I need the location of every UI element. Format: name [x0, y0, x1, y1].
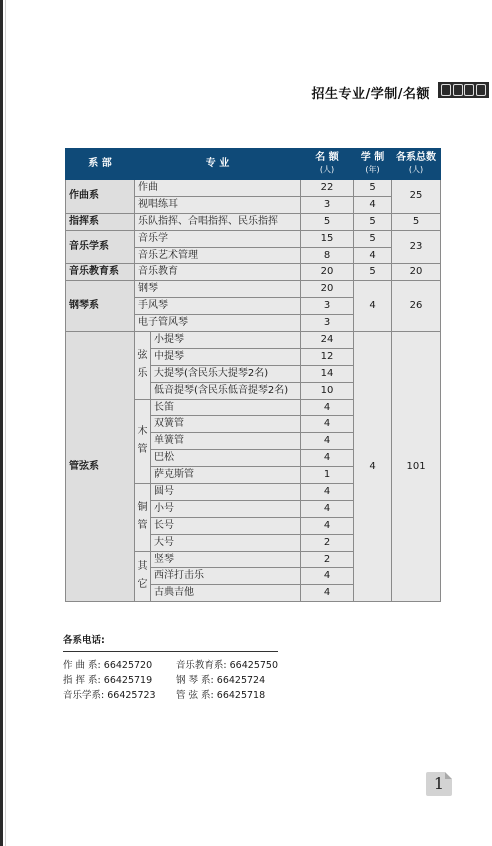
dept-cell: 钢琴系	[66, 281, 135, 332]
years-cell: 4	[354, 247, 392, 264]
total-cell: 23	[392, 230, 441, 264]
phone-entry: 钢 琴 系: 66425724	[176, 675, 266, 686]
header-dept: 系 部	[66, 149, 135, 180]
major-cell: 乐队指挥、合唱指挥、民乐指挥	[135, 213, 301, 230]
major-cell: 音乐学	[135, 230, 301, 247]
years-cell: 5	[354, 264, 392, 281]
quota-cell: 4	[301, 517, 354, 534]
phone-entry: 指 挥 系: 66425719	[63, 675, 153, 686]
major-cell: 西洋打击乐	[151, 568, 301, 585]
page-fold-icon	[445, 772, 452, 779]
total-cell: 101	[392, 332, 441, 602]
major-cell: 长号	[151, 517, 301, 534]
quota-cell: 2	[301, 551, 354, 568]
years-cell: 4	[354, 281, 392, 332]
table-row	[66, 332, 441, 349]
dept-cell: 音乐学系	[66, 230, 135, 264]
phone-entry: 管 弦 系: 66425718	[176, 690, 266, 701]
major-cell: 长笛	[151, 399, 301, 416]
phone-entry: 音乐教育系: 66425750	[175, 660, 278, 671]
total-cell: 5	[392, 213, 441, 230]
major-cell: 小提琴	[151, 332, 301, 349]
quota-cell: 10	[301, 382, 354, 399]
quota-cell: 24	[301, 332, 354, 349]
phone-row	[63, 658, 278, 673]
quota-cell: 4	[301, 500, 354, 517]
header-major: 专 业	[135, 149, 301, 180]
group-cell-strings: 弦乐	[135, 332, 151, 400]
ornament-icon	[438, 82, 489, 98]
major-cell: 圆号	[151, 484, 301, 501]
major-cell: 钢琴	[135, 281, 301, 298]
quota-cell: 4	[301, 433, 354, 450]
years-cell: 4	[354, 332, 392, 602]
table-row	[66, 281, 441, 298]
phone-row	[63, 688, 278, 703]
quota-cell: 3	[301, 196, 354, 213]
header-years: 学 制 (年)	[354, 149, 392, 180]
page-binding-edge	[0, 0, 3, 846]
years-cell: 5	[354, 213, 392, 230]
major-cell: 巴松	[151, 450, 301, 467]
table-row	[66, 230, 441, 247]
major-cell: 萨克斯管	[151, 467, 301, 484]
quota-cell: 4	[301, 585, 354, 602]
quota-cell: 3	[301, 315, 354, 332]
major-cell: 古典吉他	[151, 585, 301, 602]
major-cell: 小号	[151, 500, 301, 517]
table-row	[66, 264, 441, 281]
years-cell: 4	[354, 196, 392, 213]
major-cell: 作曲	[135, 180, 301, 197]
table-row	[66, 213, 441, 230]
dept-cell: 管弦系	[66, 332, 135, 602]
quota-cell: 4	[301, 450, 354, 467]
header-total: 各系总数 (人)	[392, 149, 441, 180]
page-number: 1	[426, 772, 452, 796]
page-binding-line	[5, 0, 6, 846]
quota-cell: 15	[301, 230, 354, 247]
quota-cell: 4	[301, 484, 354, 501]
quota-cell: 22	[301, 180, 354, 197]
total-cell: 26	[392, 281, 441, 332]
major-cell: 中提琴	[151, 348, 301, 365]
phone-entry: 作 曲 系: 66425720	[63, 660, 153, 671]
page-title: 招生专业/学制/名额	[311, 87, 430, 102]
major-cell: 视唱练耳	[135, 196, 301, 213]
total-cell: 20	[392, 264, 441, 281]
major-cell: 竖琴	[151, 551, 301, 568]
group-cell-brass: 铜管	[135, 484, 151, 552]
quota-cell: 14	[301, 365, 354, 382]
years-cell: 5	[354, 230, 392, 247]
quota-cell: 2	[301, 534, 354, 551]
group-cell-other: 其它	[135, 551, 151, 602]
quota-cell: 20	[301, 281, 354, 298]
major-cell: 单簧管	[151, 433, 301, 450]
quota-cell: 4	[301, 416, 354, 433]
dept-cell: 指挥系	[66, 213, 135, 230]
dept-cell: 作曲系	[66, 180, 135, 214]
major-cell: 大提琴(含民乐大提琴2名)	[151, 365, 301, 382]
major-cell: 音乐教育	[135, 264, 301, 281]
quota-cell: 3	[301, 298, 354, 315]
major-cell: 大号	[151, 534, 301, 551]
table-row	[66, 180, 441, 197]
phone-list	[63, 632, 278, 703]
dept-cell: 音乐教育系	[66, 264, 135, 281]
major-cell: 双簧管	[151, 416, 301, 433]
quota-cell: 1	[301, 467, 354, 484]
total-cell: 25	[392, 180, 441, 214]
major-cell: 手风琴	[135, 298, 301, 315]
quota-cell: 20	[301, 264, 354, 281]
quota-cell: 8	[301, 247, 354, 264]
group-cell-woodwind: 木管	[135, 399, 151, 483]
major-cell: 音乐艺术管理	[135, 247, 301, 264]
header-quota: 名 额 (人)	[301, 149, 354, 180]
quota-cell: 12	[301, 348, 354, 365]
divider	[63, 651, 278, 652]
years-cell: 5	[354, 180, 392, 197]
phone-entry: 音乐学系: 66425723	[63, 690, 156, 701]
phone-row	[63, 673, 278, 688]
major-cell: 低音提琴(含民乐低音提琴2名)	[151, 382, 301, 399]
major-cell: 电子管风琴	[135, 315, 301, 332]
quota-cell: 5	[301, 213, 354, 230]
quota-cell: 4	[301, 399, 354, 416]
quota-cell: 4	[301, 568, 354, 585]
phone-list-title: 各系电话:	[63, 635, 105, 646]
table-header-row	[66, 149, 441, 180]
enrollment-table	[65, 148, 441, 602]
